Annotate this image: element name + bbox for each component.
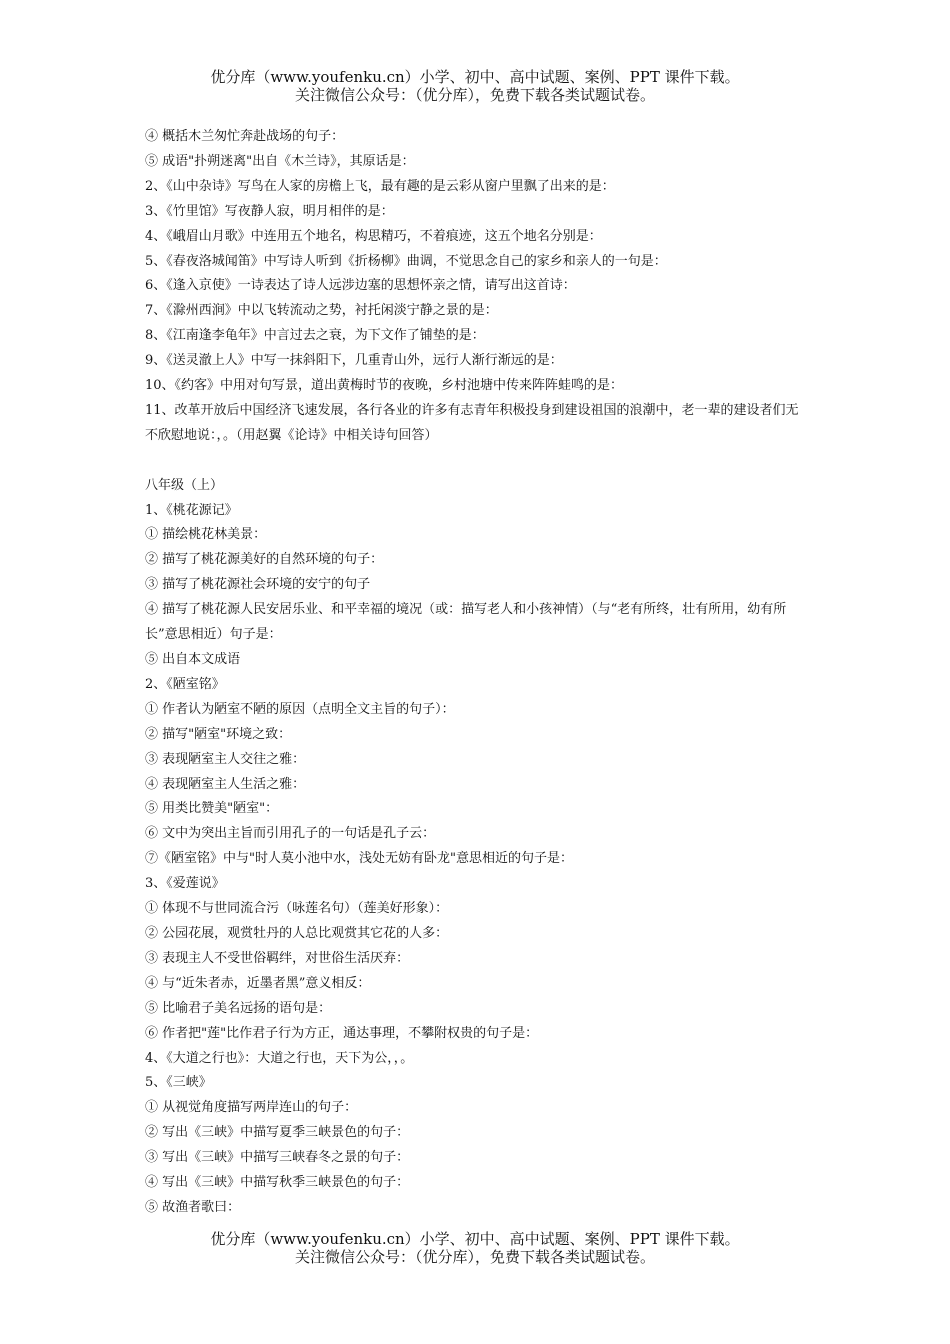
text-line: ⑤ 故渔者歌曰：: [145, 1199, 241, 1215]
text-line: ⑤ 用类比赞美"陋室"：: [145, 801, 279, 817]
text-line: ⑥ 文中为突出主旨而引用孔子的一句话是孔子云：: [145, 826, 436, 842]
text-line: 3、《爱莲说》: [145, 876, 225, 892]
text-line: 4、《大道之行也》：大道之行也，天下为公，，。: [145, 1050, 414, 1066]
text-line: ④ 表现陋室主人生活之雅：: [145, 776, 306, 792]
header-line-1: 优分库（www.youfenku.cn）小学、初中、高中试题、案例、PPT 课件下载。: [210, 68, 740, 86]
text-line: 3、《竹里馆》写夜静人寂，明月相伴的是：: [145, 203, 394, 219]
text-line: ⑤ 出自本文成语: [145, 652, 241, 668]
text-line: 5、《三峡》: [145, 1075, 212, 1091]
text-line: ① 从视觉角度描写两岸连山的句子：: [145, 1100, 358, 1116]
text-line: ③ 表现主人不受世俗羁绊，对世俗生活厌弃：: [145, 950, 410, 966]
text-line: ② 写出《三峡》中描写夏季三峡景色的句子：: [145, 1125, 410, 1141]
text-line: ⑤ 比喻君子美名远扬的语句是：: [145, 1000, 332, 1016]
text-line: ② 描写了桃花源美好的自然环境的句子：: [145, 552, 384, 568]
page-header: [0, 68, 950, 104]
text-paragraph: 11、改革开放后中国经济飞速发展，各行各业的许多有志青年积极投身到建设祖国的浪潮中，老一辈的建设者们无不欣慰地说：，。（用赵翼《论诗》中相关诗句回答）: [145, 402, 799, 443]
footer-line-2: 关注微信公众号：（优分库），免费下载各类试题试卷。: [294, 1248, 655, 1266]
section-heading: 八年级（上）: [145, 477, 224, 493]
text-line: ⑦《陋室铭》中与"时人莫小池中水，浅处无妨有卧龙"意思相近的句子是：: [145, 851, 573, 867]
text-line: ③ 描写了桃花源社会环境的安宁的句子: [145, 577, 371, 593]
text-line: 8、《江南逢李龟年》中言过去之衰，为下文作了铺垫的是：: [145, 328, 485, 344]
text-line: ④ 概括木兰匆忙奔赴战场的句子：: [145, 129, 345, 144]
text-line: 10、《约客》中用对句写景，道出黄梅时节的夜晚，乡村池塘中传来阵阵蛙鸣的是：: [145, 378, 624, 394]
blank-line: [145, 449, 810, 474]
text-line: 7、《滁州西涧》中以飞转流动之势，衬托闲淡宁静之景的是：: [145, 303, 498, 319]
text-line: ① 描绘桃花林美景：: [145, 527, 267, 543]
text-line: ① 体现不与世同流合污（咏莲名句）（莲美好形象）：: [145, 901, 449, 917]
text-line: 5、《春夜洛城闻笛》中写诗人听到《折杨柳》曲调，不觉思念自己的家乡和亲人的一句是：: [145, 253, 667, 269]
text-line: 4、《峨眉山月歌》中连用五个地名，构思精巧，不着痕迹，这五个地名分别是：: [145, 228, 602, 244]
text-line: 1、《桃花源记》: [145, 502, 238, 518]
text-line: 6、《逢入京使》一诗表达了诗人远涉边塞的思想怀亲之情，请写出这首诗：: [145, 278, 576, 294]
text-paragraph: ④ 描写了桃花源人民安居乐业、和平幸福的境况（或：描写老人和小孩神情）（与“老有所终，壮有所用，幼有所长”意思相近）句子是：: [145, 602, 787, 643]
page-footer: [0, 1230, 950, 1266]
text-line: ② 公园花展，观赏牡丹的人总比观赏其它花的人多：: [145, 925, 449, 941]
text-line: ⑥ 作者把"莲"比作君子行为方正，通达事理，不攀附权贵的句子是：: [145, 1025, 539, 1041]
text-line: ④ 写出《三峡》中描写秋季三峡景色的句子：: [145, 1175, 410, 1191]
text-line: ③ 表现陋室主人交往之雅：: [145, 751, 306, 767]
text-line: 2、《山中杂诗》写鸟在人家的房檐上飞，最有趣的是云彩从窗户里飘了出来的是：: [145, 178, 615, 194]
text-line: ③ 写出《三峡》中描写三峡春冬之景的句子：: [145, 1150, 410, 1166]
footer-line-1: 优分库（www.youfenku.cn）小学、初中、高中试题、案例、PPT 课件下载。: [210, 1230, 740, 1248]
text-line: ② 描写"陋室"环境之致：: [145, 726, 292, 742]
header-line-2: 关注微信公众号：（优分库），免费下载各类试题试卷。: [294, 86, 655, 104]
text-line: ⑤ 成语"扑朔迷离"出自《木兰诗》，其原话是：: [145, 153, 415, 169]
text-line: ① 作者认为陋室不陋的原因（点明全文主旨的句子）：: [145, 701, 455, 717]
text-line: 2、《陋室铭》: [145, 676, 225, 692]
text-line: 9、《送灵澈上人》中写一抹斜阳下，几重青山外，远行人渐行渐远的是：: [145, 353, 563, 369]
document-body: [145, 125, 810, 1221]
text-line: ④ 与“近朱者赤，近墨者黑”意义相反：: [145, 975, 371, 991]
